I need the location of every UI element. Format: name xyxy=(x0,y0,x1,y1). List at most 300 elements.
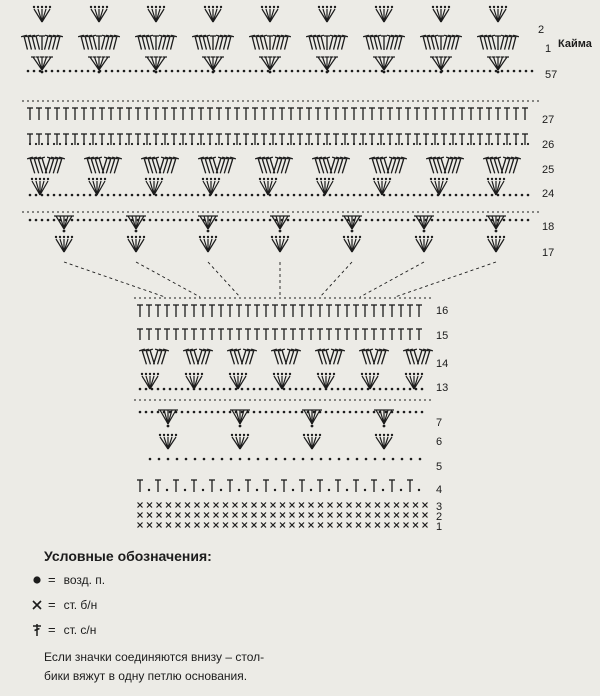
chain-stitch xyxy=(273,6,275,8)
chain-stitch xyxy=(485,219,488,222)
chain-stitch xyxy=(410,458,413,461)
chain-stitch xyxy=(365,143,367,145)
chain-stitch xyxy=(453,70,456,73)
row-label-1: 1 xyxy=(545,43,552,55)
chain-stitch xyxy=(215,143,217,145)
chain-stitch xyxy=(193,411,196,414)
chain-stitch xyxy=(365,373,367,375)
double-crochet xyxy=(281,36,284,50)
double-crochet xyxy=(448,158,453,173)
chain-stitch xyxy=(333,373,335,375)
expansion-guide-line xyxy=(320,262,352,297)
chain-stitch xyxy=(351,236,353,238)
chain-stitch xyxy=(315,70,318,73)
double-crochet xyxy=(444,158,449,173)
chain-stitch xyxy=(239,194,242,197)
double-crochet xyxy=(376,158,381,173)
double-crochet xyxy=(330,350,334,364)
chain-stitch xyxy=(119,194,122,197)
single-crochet xyxy=(204,513,209,518)
chain-stitch xyxy=(364,489,366,491)
chain-stitch xyxy=(389,219,392,222)
chain-stitch xyxy=(423,230,426,233)
single-crochet xyxy=(290,523,295,528)
chain-stitch xyxy=(407,194,410,197)
chain-stitch xyxy=(55,236,57,238)
chain-stitch xyxy=(239,425,242,428)
chain-stitch xyxy=(193,373,195,375)
chain-stitch xyxy=(221,194,224,197)
chain-stitch xyxy=(497,6,499,8)
chain-stitch xyxy=(261,6,263,8)
single-crochet xyxy=(138,503,143,508)
double-crochet xyxy=(91,158,96,173)
chain-stitch xyxy=(201,373,203,375)
double-crochet xyxy=(338,36,341,50)
double-crochet xyxy=(334,36,337,50)
double-crochet xyxy=(286,350,290,364)
double-crochet xyxy=(205,158,210,173)
double-crochet xyxy=(274,350,278,364)
chain-stitch xyxy=(167,434,169,436)
chain-stitch xyxy=(313,388,316,391)
chain-stitch xyxy=(363,70,366,73)
chain-stitch xyxy=(197,143,199,145)
chain-stitch xyxy=(171,70,174,73)
single-crochet xyxy=(176,523,181,528)
chain-stitch xyxy=(275,143,277,145)
chain-stitch xyxy=(53,194,56,197)
chain-stitch xyxy=(53,219,56,222)
double-crochet xyxy=(427,36,430,50)
chain-stitch xyxy=(383,143,385,145)
double-crochet xyxy=(206,350,210,364)
chain-stitch xyxy=(63,70,66,73)
chain-stitch xyxy=(383,458,386,461)
chain-stitch xyxy=(389,194,392,197)
single-crochet xyxy=(404,503,409,508)
double-crochet xyxy=(429,158,434,173)
chain-stitch xyxy=(59,143,61,145)
double-crochet xyxy=(406,350,410,364)
single-crochet xyxy=(280,523,285,528)
chain-stitch xyxy=(167,458,170,461)
chain-stitch xyxy=(434,178,436,180)
chain-stitch xyxy=(173,219,176,222)
single-crochet xyxy=(233,503,238,508)
chain-stitch xyxy=(505,6,507,8)
single-crochet xyxy=(337,503,342,508)
double-crochet xyxy=(366,350,370,364)
chain-stitch xyxy=(349,388,352,391)
double-crochet xyxy=(317,36,320,50)
double-crochet xyxy=(167,36,170,50)
double-crochet xyxy=(228,36,231,50)
chain-stitch xyxy=(257,458,260,461)
chain-stitch xyxy=(415,411,418,414)
chain-stitch-icon xyxy=(30,573,44,587)
chain-stitch xyxy=(409,411,412,414)
single-crochet xyxy=(166,503,171,508)
chain-stitch xyxy=(45,70,48,73)
fan-stitch xyxy=(90,57,99,70)
chain-stitch xyxy=(239,143,241,145)
chain-stitch xyxy=(233,373,235,375)
chain-stitch xyxy=(487,178,489,180)
chain-stitch xyxy=(41,143,43,145)
chain-stitch xyxy=(446,178,448,180)
chain-stitch xyxy=(221,143,223,145)
chain-stitch xyxy=(401,143,403,145)
chain-stitch xyxy=(233,143,235,145)
chain-stitch xyxy=(141,373,143,375)
chain-stitch xyxy=(497,71,500,74)
chain-stitch xyxy=(392,458,395,461)
chain-stitch xyxy=(233,219,236,222)
chain-stitch xyxy=(365,458,368,461)
single-crochet xyxy=(318,523,323,528)
double-crochet xyxy=(494,158,499,173)
chain-stitch xyxy=(149,458,152,461)
chain-stitch xyxy=(407,219,410,222)
chain-stitch xyxy=(425,194,428,197)
chain-stitch xyxy=(527,194,530,197)
double-crochet xyxy=(372,158,377,173)
chain-stitch xyxy=(195,70,198,73)
single-crochet xyxy=(366,513,371,518)
chain-stitch xyxy=(208,6,210,8)
chain-stitch xyxy=(98,6,100,8)
single-crochet xyxy=(318,513,323,518)
chain-stitch xyxy=(159,6,161,8)
chain-stitch xyxy=(271,178,273,180)
chain-stitch xyxy=(277,6,279,8)
chain-stitch xyxy=(495,230,498,233)
chain-stitch xyxy=(202,489,204,491)
double-crochet xyxy=(53,36,56,50)
chain-stitch xyxy=(347,458,350,461)
chain-stitch xyxy=(149,194,152,197)
chain-stitch xyxy=(63,236,65,238)
single-crochet xyxy=(309,503,314,508)
chain-stitch xyxy=(230,458,233,461)
double-crochet xyxy=(260,36,263,50)
chain-stitch xyxy=(418,489,420,491)
chain-stitch xyxy=(448,6,450,8)
chain-stitch xyxy=(181,388,184,391)
chain-stitch xyxy=(227,194,230,197)
chain-stitch xyxy=(495,236,497,238)
chain-stitch xyxy=(227,219,230,222)
single-crochet xyxy=(242,503,247,508)
chain-stitch xyxy=(185,143,187,145)
double-crochet xyxy=(513,36,516,50)
chain-stitch xyxy=(216,6,218,8)
double-crochet xyxy=(309,36,312,50)
double-crochet xyxy=(159,36,162,50)
double-crochet xyxy=(378,350,382,364)
chain-stitch xyxy=(299,219,302,222)
chain-stitch xyxy=(442,178,444,180)
chain-stitch xyxy=(521,219,524,222)
chain-stitch xyxy=(143,236,145,238)
chain-stitch xyxy=(81,70,84,73)
row-label-13: 13 xyxy=(436,382,449,394)
chain-stitch xyxy=(405,70,408,73)
chain-stitch xyxy=(233,194,236,197)
chain-stitch xyxy=(95,219,98,222)
chain-stitch xyxy=(465,70,468,73)
double-crochet xyxy=(36,36,39,50)
chain-stitch xyxy=(166,489,168,491)
double-crochet xyxy=(216,158,221,173)
single-crochet xyxy=(423,503,428,508)
single-crochet xyxy=(404,513,409,518)
chain-stitch xyxy=(328,489,330,491)
double-crochet xyxy=(395,158,400,173)
chain-stitch xyxy=(373,178,375,180)
double-crochet xyxy=(431,36,434,50)
double-crochet xyxy=(484,36,487,50)
row-label-26: 26 xyxy=(542,139,555,151)
chain-stitch xyxy=(31,178,33,180)
double-crochet xyxy=(224,158,229,173)
double-crochet xyxy=(448,36,451,50)
chain-stitch xyxy=(194,458,197,461)
chain-stitch xyxy=(269,6,271,8)
single-crochet xyxy=(280,513,285,518)
chain-stitch xyxy=(143,219,146,222)
chain-stitch xyxy=(409,373,411,375)
chain-stitch xyxy=(269,219,272,222)
chain-stitch xyxy=(293,194,296,197)
chain-stitch xyxy=(431,194,434,197)
chain-stitch xyxy=(199,411,202,414)
chain-stitch xyxy=(259,411,262,414)
chain-stitch xyxy=(320,458,323,461)
chain-stitch xyxy=(41,6,43,8)
chain-stitch xyxy=(305,194,308,197)
single-crochet xyxy=(423,523,428,528)
chain-stitch xyxy=(71,194,74,197)
chain-stitch xyxy=(245,194,248,197)
chain-stitch xyxy=(179,143,181,145)
chain-stitch xyxy=(279,230,282,233)
chain-stitch xyxy=(89,143,91,145)
chain-stitch xyxy=(287,236,289,238)
chain-stitch xyxy=(163,434,165,436)
chain-stitch xyxy=(145,388,148,391)
chain-stitch xyxy=(279,236,281,238)
chain-stitch xyxy=(139,236,141,238)
chain-stitch xyxy=(37,6,39,8)
single-crochet xyxy=(147,513,152,518)
chain-stitch xyxy=(431,219,434,222)
double-crochet xyxy=(330,36,333,50)
chain-stitch xyxy=(444,6,446,8)
chain-stitch xyxy=(215,236,217,238)
chain-stitch xyxy=(183,70,186,73)
double-crochet xyxy=(399,158,404,173)
single-crochet xyxy=(404,523,409,528)
chain-stitch xyxy=(203,236,205,238)
chain-stitch xyxy=(265,388,268,391)
chain-stitch xyxy=(473,194,476,197)
chain-stitch xyxy=(157,388,160,391)
chain-stitch xyxy=(257,219,260,222)
chain-stitch xyxy=(337,411,340,414)
chain-stitch xyxy=(257,143,259,145)
chain-stitch xyxy=(389,178,391,180)
fan-stitch xyxy=(318,57,327,70)
single-crochet xyxy=(147,523,152,528)
chain-stitch xyxy=(187,388,190,391)
chain-stitch xyxy=(316,178,318,180)
chain-stitch xyxy=(231,434,233,436)
chain-stitch xyxy=(387,70,390,73)
double-crochet xyxy=(106,36,109,50)
chain-stitch xyxy=(35,194,38,197)
double-crochet xyxy=(452,36,455,50)
chain-stitch xyxy=(275,458,278,461)
double-crochet xyxy=(114,36,117,50)
chain-stitch xyxy=(375,70,378,73)
chain-stitch xyxy=(311,219,314,222)
chain-stitch xyxy=(415,236,417,238)
chain-stitch xyxy=(265,6,267,8)
single-crochet xyxy=(356,523,361,528)
chain-stitch xyxy=(311,194,314,197)
chain-stitch xyxy=(289,411,292,414)
single-crochet xyxy=(157,513,162,518)
chain-stitch xyxy=(499,236,501,238)
double-crochet xyxy=(106,158,111,173)
chain-stitch xyxy=(489,70,492,73)
single-crochet xyxy=(157,503,162,508)
double-crochet xyxy=(378,36,381,50)
chain-stitch xyxy=(175,434,177,436)
chain-stitch xyxy=(94,6,96,8)
chain-stitch xyxy=(467,219,470,222)
chain-stitch xyxy=(139,411,142,414)
chain-stitch xyxy=(177,70,180,73)
chain-stitch xyxy=(145,373,147,375)
fan-stitch xyxy=(384,57,393,70)
double-crochet xyxy=(323,158,328,173)
chain-stitch xyxy=(309,70,312,73)
chain-stitch xyxy=(361,411,364,414)
double-crochet xyxy=(220,36,223,50)
chain-stitch xyxy=(305,219,308,222)
chain-stitch xyxy=(95,143,97,145)
chain-stitch xyxy=(374,458,377,461)
chain-stitch xyxy=(489,6,491,8)
chain-stitch xyxy=(187,411,190,414)
double-crochet xyxy=(277,158,282,173)
chain-stitch xyxy=(249,70,252,73)
chain-stitch xyxy=(39,178,41,180)
single-crochet xyxy=(157,523,162,528)
chain-stitch xyxy=(285,373,287,375)
chain-stitch xyxy=(356,458,359,461)
chain-stitch xyxy=(302,458,305,461)
expansion-guides xyxy=(64,262,496,297)
double-crochet xyxy=(87,158,92,173)
chain-stitch xyxy=(259,178,261,180)
chain-stitch xyxy=(59,194,62,197)
chain-stitch xyxy=(503,143,505,145)
double-crochet xyxy=(258,158,263,173)
double-crochet xyxy=(171,158,176,173)
chain-stitch xyxy=(173,194,176,197)
single-crochet xyxy=(138,523,143,528)
chain-stitch xyxy=(361,388,364,391)
chain-stitch xyxy=(253,411,256,414)
chain-stitch xyxy=(387,6,389,8)
double-crochet xyxy=(146,36,149,50)
row-label-25: 25 xyxy=(542,164,555,176)
double-crochet xyxy=(85,36,88,50)
chain-stitch xyxy=(29,219,32,222)
chain-stitch xyxy=(515,219,518,222)
chain-stitch xyxy=(83,194,86,197)
chain-stitch xyxy=(487,236,489,238)
chain-stitch xyxy=(503,194,506,197)
chain-stitch xyxy=(179,219,182,222)
fan-stitch xyxy=(204,57,213,70)
legend-item-chain: = возд. п. xyxy=(30,572,105,587)
double-crochet xyxy=(234,350,238,364)
chain-stitch xyxy=(519,70,522,73)
single-crochet xyxy=(394,513,399,518)
chain-stitch xyxy=(379,388,382,391)
single-crochet xyxy=(195,523,200,528)
single-crochet xyxy=(375,523,380,528)
chain-stitch xyxy=(373,373,375,375)
chain-stitch xyxy=(257,194,260,197)
single-crochet xyxy=(204,523,209,528)
middle-section xyxy=(22,101,540,196)
single-crochet xyxy=(214,503,219,508)
chain-stitch xyxy=(29,194,32,197)
chain-stitch xyxy=(331,411,334,414)
chain-stitch xyxy=(157,178,159,180)
double-crochet xyxy=(423,36,426,50)
chain-stitch xyxy=(217,388,220,391)
chain-stitch xyxy=(165,70,168,73)
chain-stitch xyxy=(155,6,157,8)
double-crochet xyxy=(186,350,190,364)
chain-stitch xyxy=(432,6,434,8)
chain-stitch xyxy=(223,411,226,414)
chain-stitch xyxy=(339,70,342,73)
single-crochet xyxy=(214,513,219,518)
chain-stitch xyxy=(47,178,49,180)
row-label-1b: 1 xyxy=(436,521,443,533)
double-crochet xyxy=(313,36,316,50)
chain-stitch xyxy=(271,236,273,238)
chain-stitch xyxy=(77,219,80,222)
fan-stitch xyxy=(147,57,156,70)
chain-stitch xyxy=(353,194,356,197)
row-label-2: 2 xyxy=(538,24,545,36)
chain-stitch xyxy=(47,219,50,222)
chain-stitch xyxy=(105,70,108,73)
chain-stitch xyxy=(203,194,206,197)
single-crochet xyxy=(261,523,266,528)
chain-stitch xyxy=(359,194,362,197)
double-crochet xyxy=(57,36,60,50)
